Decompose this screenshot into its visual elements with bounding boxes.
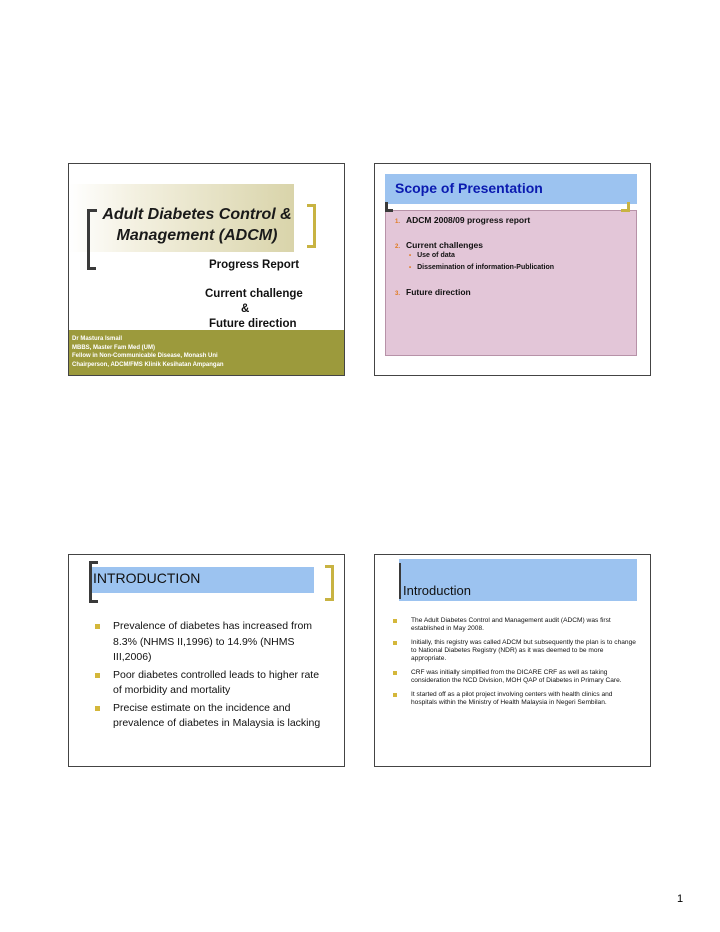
author-name: Dr Mastura Ismail [72,336,123,342]
bullet-list [91,619,326,734]
right-bracket-decoration [307,204,316,248]
author-degree: MBBS, Master Fam Med (UM) [72,344,156,351]
list-item: It started off as a pilot project involving centers with health clinics and hospitals within the Ministry of Health Malaysia in Negeri Sembilan. [389,691,639,707]
bullet-square-icon [95,624,100,629]
slide-scope [374,163,651,376]
right-bracket-decoration [325,565,334,601]
bullet-square-icon [393,693,397,697]
sub-list-item: • Use of data [409,252,455,259]
sub-list-item: • Dissemination of information-Publication [409,264,555,271]
list-item: 3. Future direction [395,287,471,297]
list-item: Initially, this registry was called ADCM but subsequently the plan is to change to National Diabetes Registry (NDR) as it was deemed to be more appropriate. [389,639,639,663]
subtitle-current-challenge: Current challenge [205,288,303,300]
bullet-square-icon [95,673,100,678]
presentation-title [87,204,307,246]
list-item: 2. Current challenges [395,240,484,250]
list-item: Poor diabetes controlled leads to higher rate of morbidity and mortality [91,668,326,699]
bullet-square-icon [95,706,100,711]
slide-title: Introduction [403,583,471,598]
slide-title [68,163,345,376]
title-line-2: Management (ADCM) [116,227,278,244]
list-item: Precise estimate on the incidence and prevalence of diabetes in Malaysia is lacking [91,701,326,732]
list-item: The Adult Diabetes Control and Management audit (ADCM) was first established in May 2008. [389,617,639,633]
author-band [69,330,344,375]
subtitle-ampersand: & [241,303,250,315]
header-bar-decoration [399,563,401,599]
slide-introduction-2 [374,554,651,767]
bullet-square-icon [393,641,397,645]
list-item: Prevalence of diabetes has increased from 8.3% (NHMS II,1996) to 14.9% (NHMS III,2006) [91,619,326,666]
title-line-1: Adult Diabetes Control & [102,206,292,223]
list-item: CRF was initially simplified from the DICARE CRF as well as taking consideration the NCD Division, MOH QAP of Diabetes in Primary Care. [389,669,639,685]
bullet-square-icon [393,671,397,675]
right-bracket-foot-decoration [621,209,630,212]
bullet-square-icon [393,619,397,623]
left-bracket-foot-decoration [385,209,393,212]
content-box [385,210,637,356]
author-fellowship: Fellow in Non-Communicable Disease, Monash Uni [72,353,218,359]
slide-title: Scope of Presentation [395,180,543,196]
subtitle-progress-report: Progress Report [209,259,300,271]
page-number: 1 [677,893,684,905]
bullet-list [389,617,639,713]
subtitle-future-direction: Future direction [209,318,297,330]
list-item: 1. ADCM 2008/09 progress report [395,215,531,225]
author-position: Chairperson, ADCM/FMS Klinik Kesihatan Ampangan [72,361,224,368]
slide-title: INTRODUCTION [93,570,201,586]
slide-introduction-1 [68,554,345,767]
